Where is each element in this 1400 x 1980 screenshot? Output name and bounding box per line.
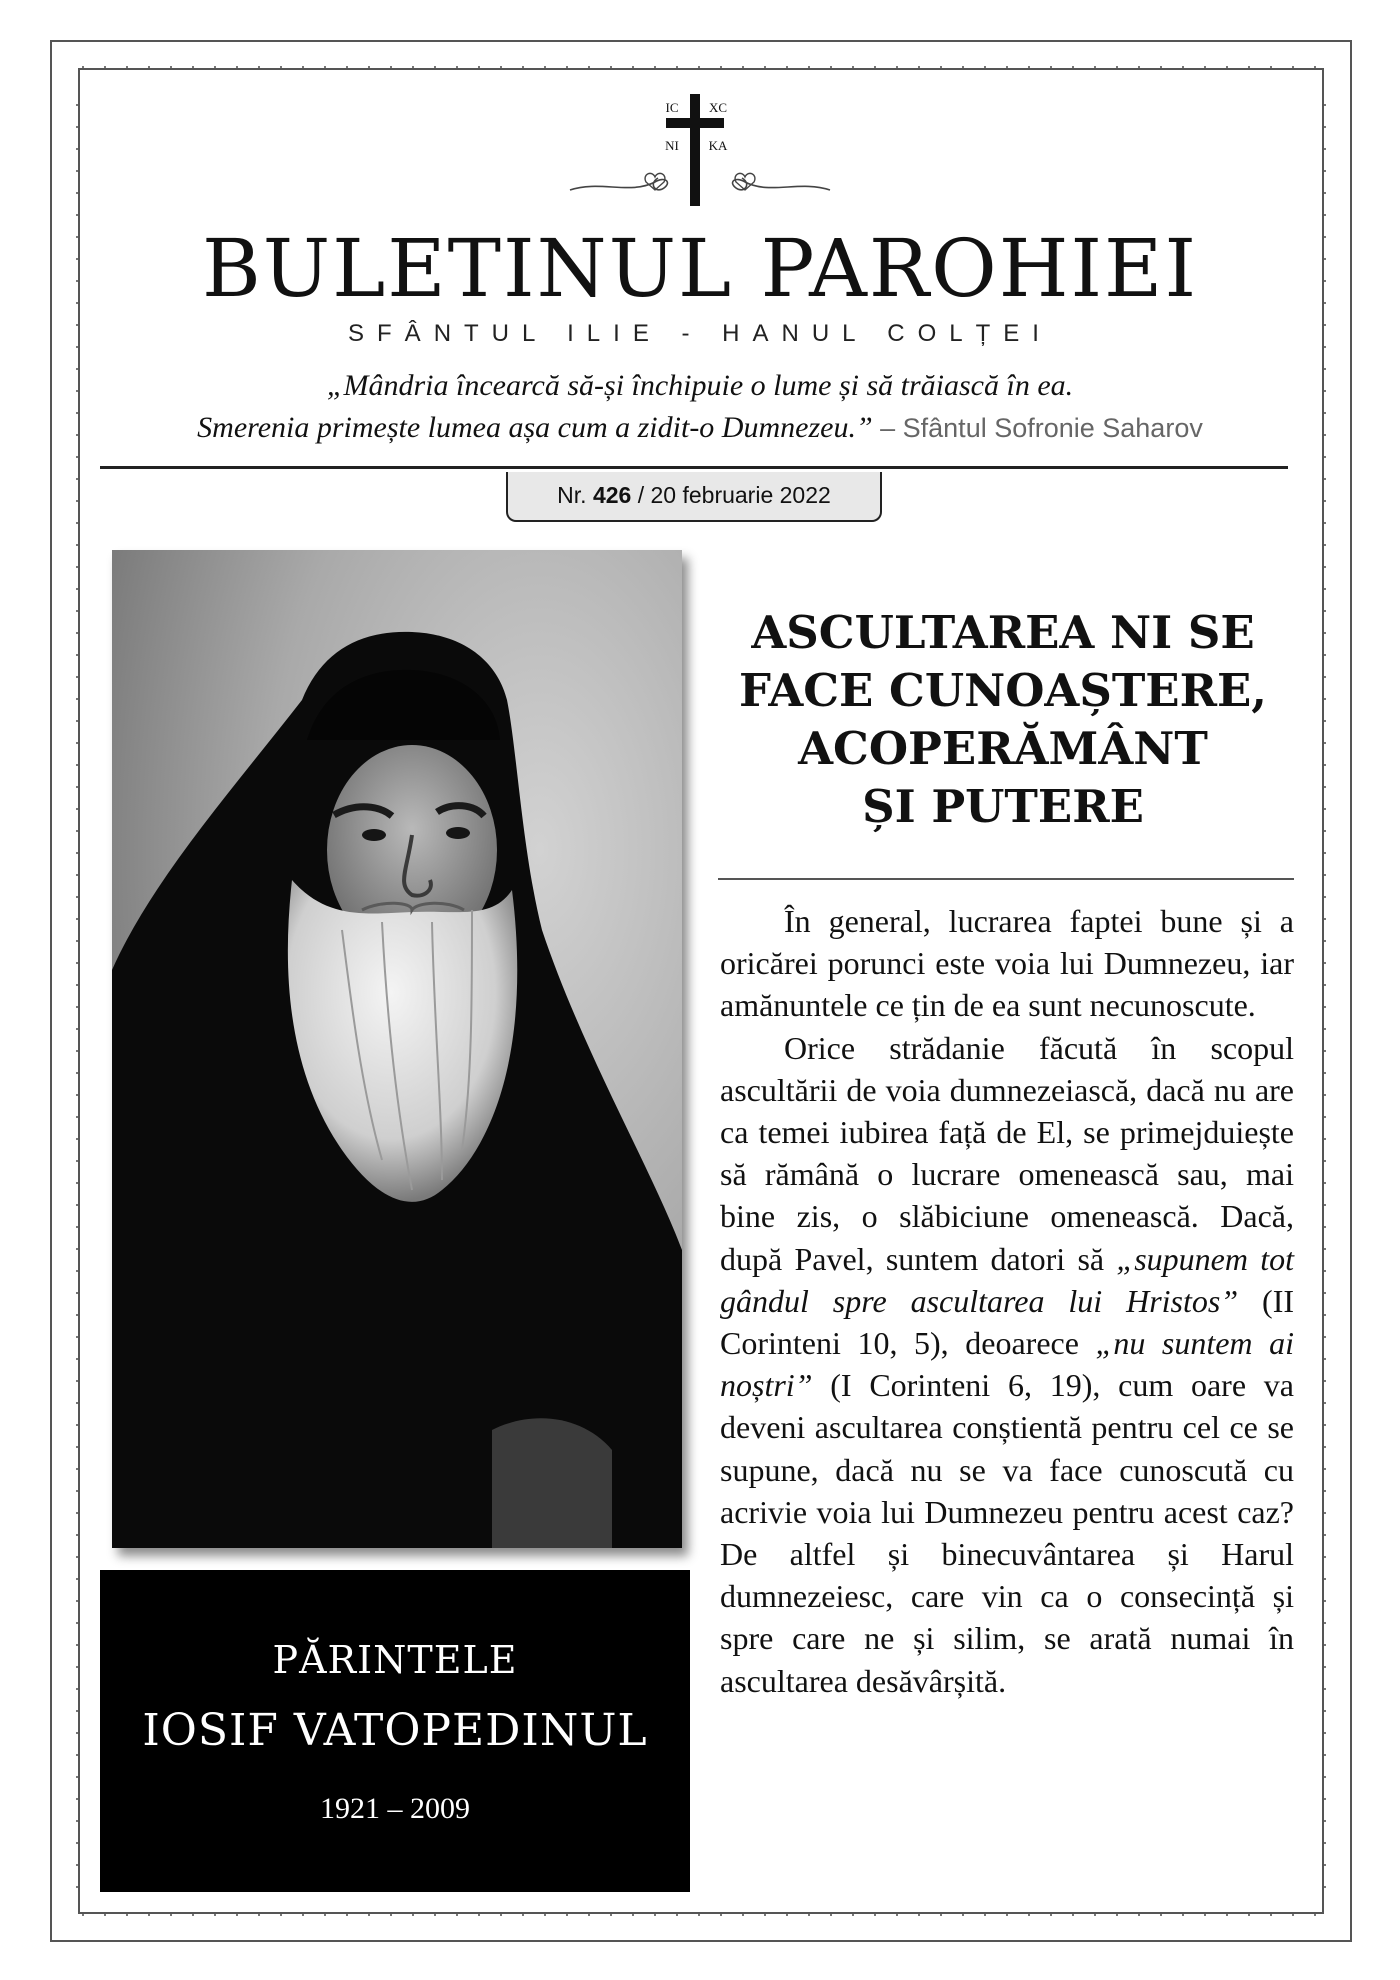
paragraph-2-text-b: (II Corinteni 10, 5), deoarece [720,1282,1295,1362]
article-title-line-2: FACE CUNOAȘTERE, [739,664,1267,717]
cross-letters-bl: NI [665,138,679,153]
quote-line-1: „Mândria încearcă să-și închipuie o lume și să trăiască în ea. [326,369,1074,402]
cross-emblem [560,90,840,215]
quote-author: – Sfântul Sofronie Saharov [872,413,1203,443]
portrait-photo [112,550,682,1548]
caption-years: 1921 – 2009 [320,1792,470,1825]
quote-line-2-text: Smerenia primește lumea așa cum a zidit-o Dumnezeu.” [197,411,873,444]
article-body [720,900,1294,1702]
cross-letters-tl: IC [665,100,679,115]
bulletin-title: BULETINUL PAROHIEI [201,222,1199,315]
paragraph-2-text-a: Orice strădanie făcută în scopul ascultării de voia dumnezeiască, dacă nu are ca temei iubirea față de El, se primejduiește să rămână o lucrare omenească sau, mai bine zis, o slăbiciune omenească. Dacă, după Pavel, suntem datori să [720,1029,1294,1277]
article-paragraph-2 [720,1027,1294,1702]
quote-line-2 [100,407,1300,449]
issue-date: / 20 februarie 2022 [631,482,831,508]
issue-prefix: Nr. [557,482,593,508]
portrait-caption [100,1570,690,1892]
parish-subtitle: SFÂNTUL ILIE - HANUL COLȚEI [348,320,1052,347]
header-divider [100,466,1288,469]
scripture-quote-1: „supunem tot gândul spre ascultarea lui Hristos” [720,1240,1295,1319]
article-title-line-1: ASCULTAREA NI SE [751,606,1255,659]
article-title [718,604,1288,836]
article-title-line-4: ȘI PUTERE [862,780,1144,833]
article-divider [718,878,1294,880]
caption-name: IOSIF VATOPEDINUL [142,1705,648,1756]
issue-badge [506,472,882,522]
article-paragraph-1: În general, lucrarea faptei bune și a oricărei porunci este voia lui Dumnezeu, iar amănuntele ce țin de ea sunt necunoscute. [720,903,1294,1024]
article-title-line-3: ACOPERĂMÂNT [798,722,1208,775]
caption-title: PĂRINTELE [272,1638,518,1682]
cross-letters-br: KA [708,138,728,153]
issue-number: 426 [592,482,632,508]
cross-letters-tr: XC [708,100,728,115]
header-quote [100,365,1300,449]
scripture-quote-2: „nu suntem ai noștri” [720,1325,1295,1404]
cross-icon [560,90,840,215]
paragraph-2-text-c: (I Corinteni 6, 19), cum oare va deveni ascultarea conștientă pentru cel ce se supune, dacă nu se va face cunoscută cu acrivie voia lui Dumnezeu pentru acest caz? De altfel și binecuvântarea și Harul dumnezeiesc, care vin ca o consecință și spre care ne și silim, se arată numai în ascultarea desăvârșită. [720,1367,1294,1699]
